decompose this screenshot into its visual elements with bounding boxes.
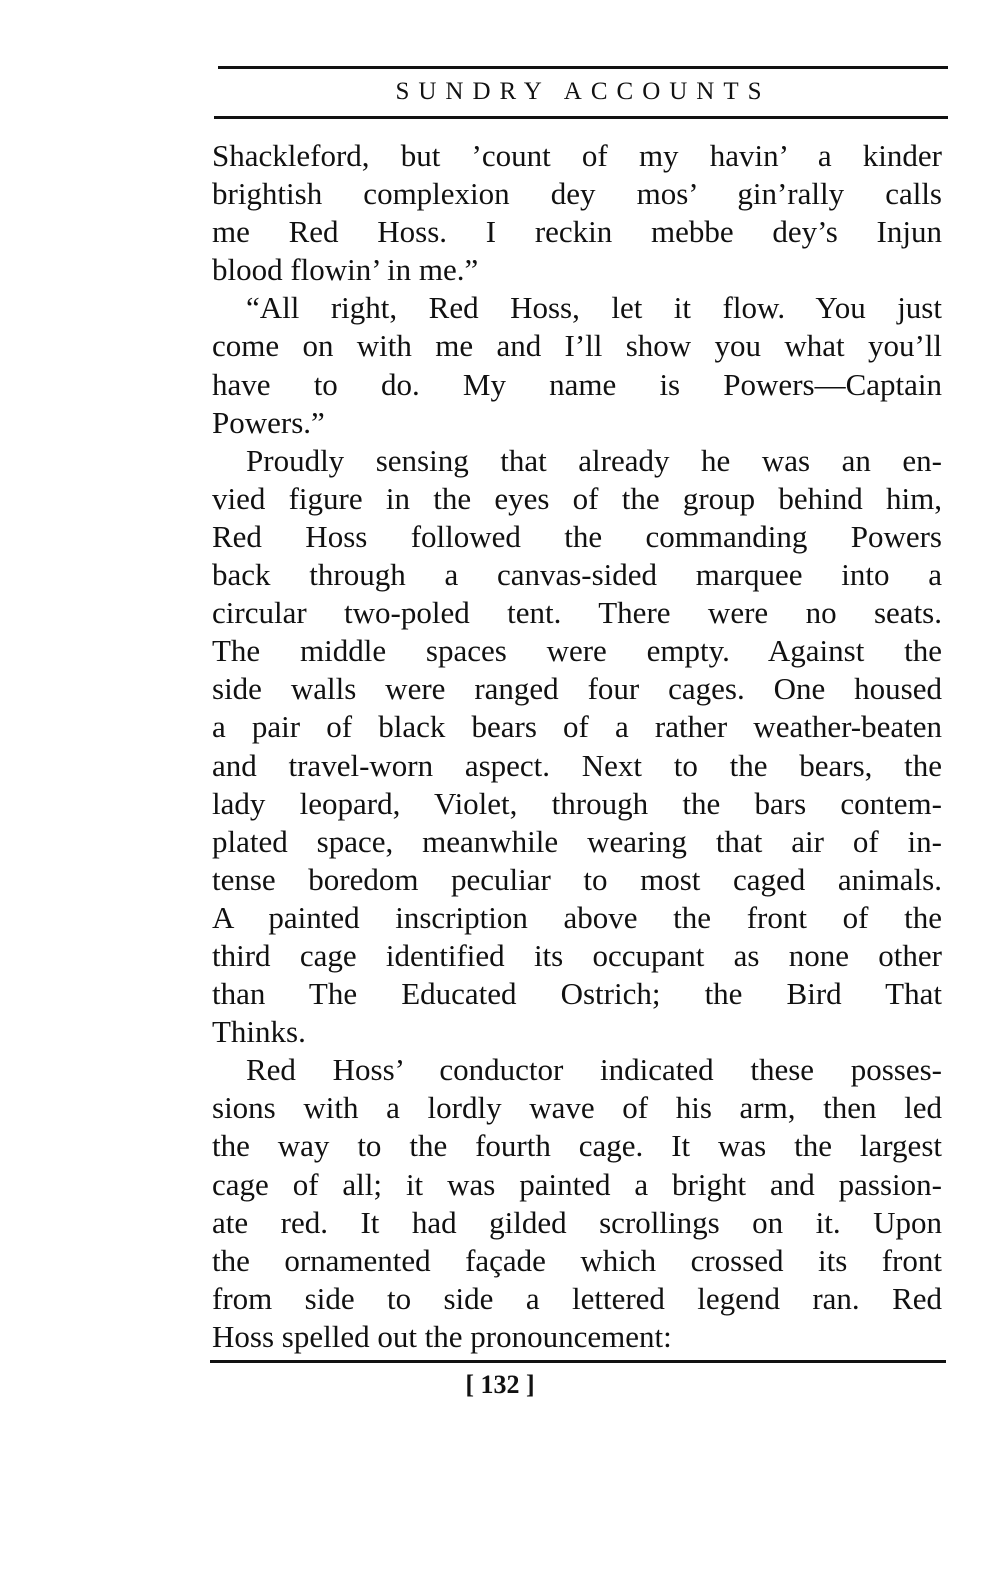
- text-line: vied figure in the eyes of the group behind him,: [212, 480, 942, 516]
- body-text: [212, 137, 942, 1356]
- text-line: come on with me and I’ll show you what you’ll: [212, 328, 942, 364]
- text-line: Hoss spelled out the pronouncement:: [212, 1318, 672, 1354]
- text-line: A painted inscription above the front of the: [212, 899, 942, 935]
- text-line: than The Educated Ostrich; the Bird That: [212, 976, 942, 1012]
- text-line: Thinks.: [212, 1014, 306, 1050]
- running-head: SUNDRY ACCOUNTS: [395, 78, 771, 105]
- text-line: Red Hoss’ conductor indicated these posses-: [246, 1052, 942, 1088]
- text-line: side walls were ranged four cages. One housed: [212, 671, 942, 707]
- text-line: from side to side a lettered legend ran. Red: [212, 1280, 942, 1316]
- text-line: lady leopard, Violet, through the bars contem-: [212, 785, 942, 821]
- text-line: blood flowin’ in me.”: [212, 252, 479, 288]
- text-line: “All right, Red Hoss, let it flow. You just: [246, 290, 942, 326]
- text-line: Shackleford, but ’count of my havin’ a kinder: [212, 138, 942, 173]
- text-line: brightish complexion dey mos’ gin’rally calls: [212, 176, 942, 212]
- text-line: plated space, meanwhile wearing that air of in-: [212, 823, 942, 859]
- text-line: have to do. My name is Powers—Captain: [212, 366, 942, 402]
- header-rule-bottom: [214, 116, 948, 119]
- footer-rule: [210, 1360, 946, 1363]
- text-line: the way to the fourth cage. It was the largest: [212, 1128, 942, 1164]
- text-line: Proudly sensing that already he was an en-: [246, 442, 942, 478]
- text-line: me Red Hoss. I reckin mebbe dey’s Injun: [212, 214, 942, 250]
- text-line: cage of all; it was painted a bright and passion-: [212, 1166, 942, 1202]
- text-line: third cage identified its occupant as none other: [212, 937, 942, 973]
- text-line: sions with a lordly wave of his arm, then led: [212, 1090, 942, 1126]
- text-line: and travel-worn aspect. Next to the bears, the: [212, 747, 942, 783]
- text-line: back through a canvas-sided marquee into a: [212, 557, 942, 593]
- page-number: [ 132 ]: [465, 1370, 535, 1399]
- text-line: circular two-poled tent. There were no seats.: [212, 595, 942, 631]
- text-line: Red Hoss followed the commanding Powers: [212, 518, 942, 554]
- text-line: tense boredom peculiar to most caged animals.: [212, 861, 942, 897]
- text-line: ate red. It had gilded scrollings on it. Upon: [212, 1204, 942, 1240]
- text-line: the ornamented façade which crossed its front: [212, 1242, 942, 1278]
- text-line: a pair of black bears of a rather weather-beaten: [212, 709, 942, 745]
- text-line: The middle spaces were empty. Against the: [212, 633, 942, 669]
- text-line: Powers.”: [212, 404, 325, 440]
- header-rule-top: [218, 66, 948, 69]
